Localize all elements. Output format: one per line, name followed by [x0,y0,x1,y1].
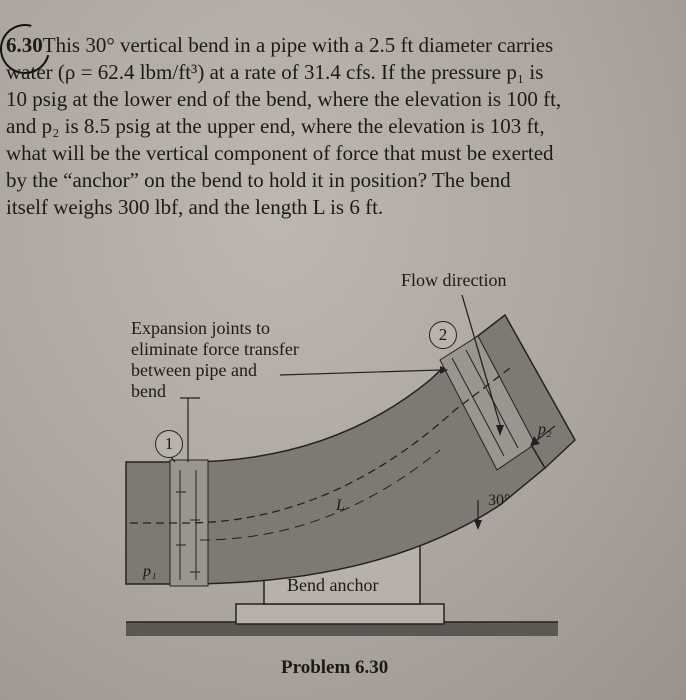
figure-caption: Problem 6.30 [281,657,389,678]
joints-leader-2 [280,370,440,375]
problem-number: 6.30 [6,33,43,57]
problem-line-7: itself weighs 300 lbf, and the length L is 6 ft. [6,195,384,219]
station-1-marker: 1 [155,430,183,458]
p1-label: p₁ [143,563,157,580]
problem-line-2: water (ρ = 62.4 lbm/ft³) at a rate of 31.4 cfs. If the pressure p₁ is [6,60,544,84]
expansion-joints-label: Expansion joints to eliminate force transfer between pipe and bend [131,318,299,401]
flow-direction-label: Flow direction [401,270,507,290]
problem-line-6: by the “anchor” on the bend to hold it in position? The bend [6,168,511,192]
problem-line-4: and p₂ is 8.5 psig at the upper end, where the elevation is 103 ft, [6,114,545,138]
problem-line-5: what will be the vertical component of force that must be exerted [6,141,554,165]
p2-label: p₂ [538,421,552,438]
length-label: L [336,497,345,514]
problem-line-1: 6.30This 30° vertical bend in a pipe with a 2.5 ft diameter carries [6,33,554,57]
station-2-marker: 2 [429,321,457,349]
problem-line-3: 10 psig at the lower end of the bend, where the elevation is 100 ft, [6,87,562,111]
anchor-base [236,604,444,624]
angle-label: 30° [488,492,511,509]
bend-anchor-label: Bend anchor [287,575,379,595]
